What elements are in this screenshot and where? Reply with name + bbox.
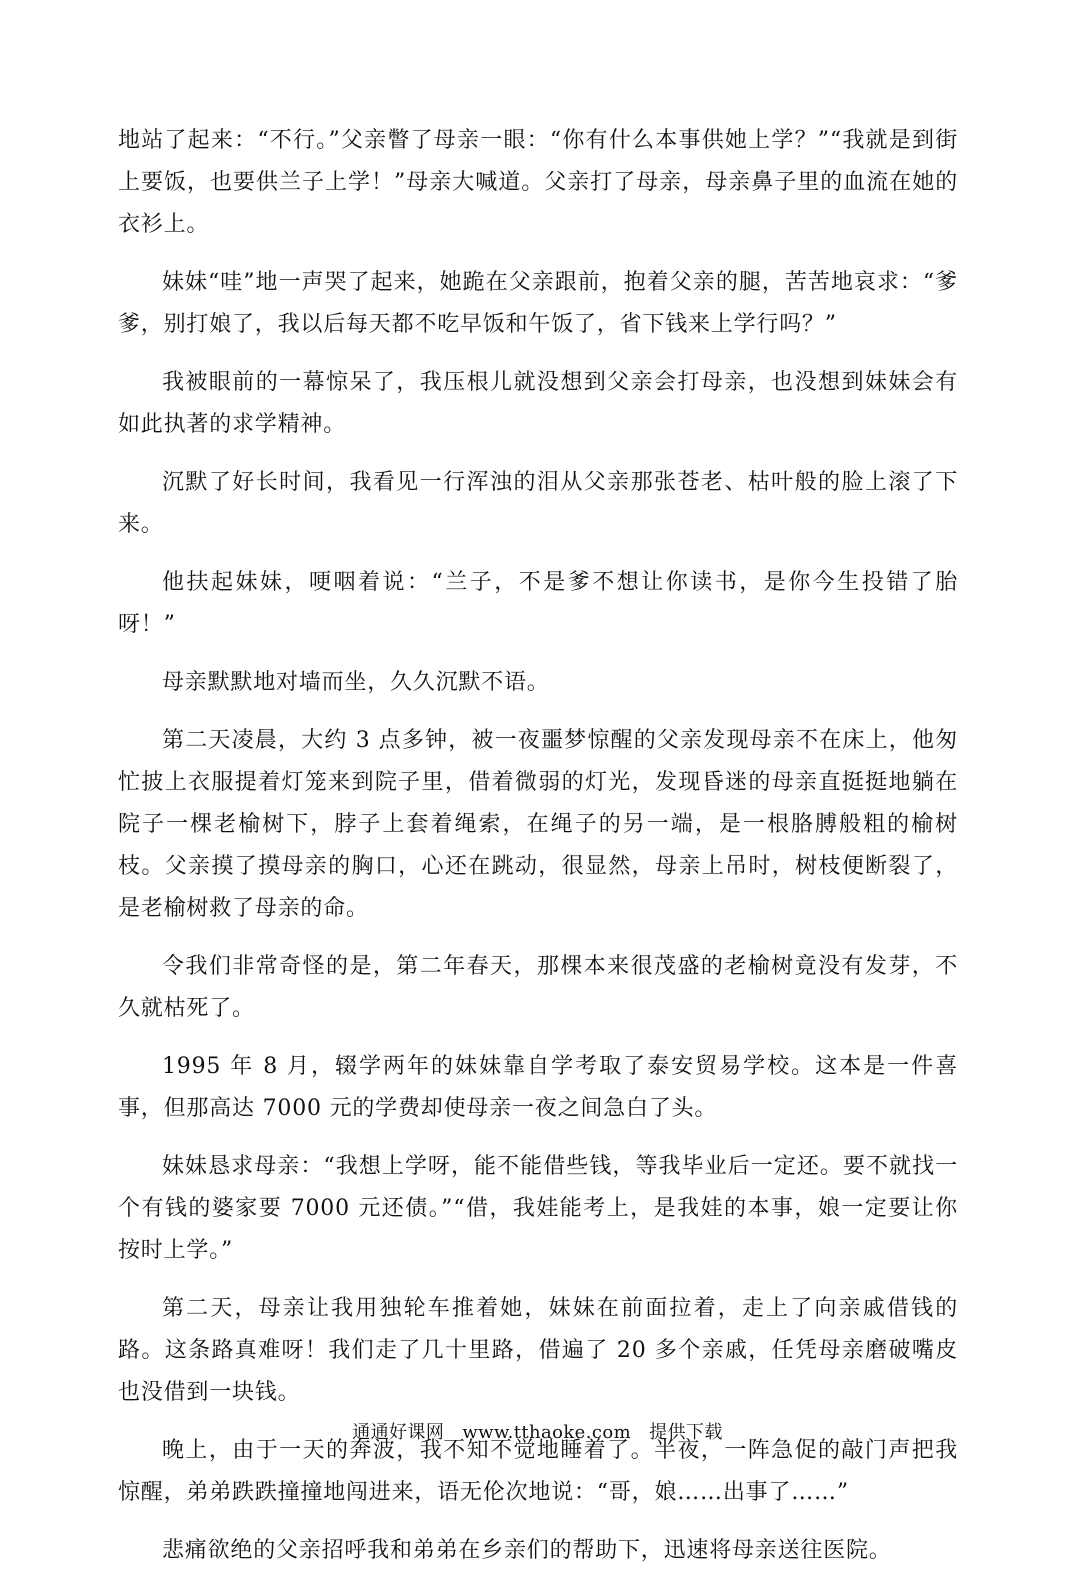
page-footer bbox=[0, 1418, 1075, 1444]
paragraph-7: 第二天凌晨，大约 3 点多钟，被一夜噩梦惊醒的父亲发现母亲不在床上，他匆忙披上衣服提着灯笼来到院子里，借着微弱的灯光，发现昏迷的母亲直挺挺地躺在院子一棵老榆树下，脖子上套着绳索，在绳子的另一端，是一根胳膊般粗的榆树枝。父亲摸了摸母亲的胸口，心还在跳动，很显然，母亲上吊时，树枝便断裂了，是老榆树救了母亲的命。 bbox=[118, 728, 958, 921]
footer-suffix: 提供下载 bbox=[649, 1422, 723, 1443]
paragraph-13: 悲痛欲绝的父亲招呼我和弟弟在乡亲们的帮助下，迅速将母亲送往医院。 bbox=[162, 1538, 892, 1563]
paragraph-2: 妹妹“哇”地一声哭了起来，她跪在父亲跟前，抱着父亲的腿，苦苦地哀求：“爹爹，别打娘了，我以后每天都不吃早饭和午饭了，省下钱来上学行吗？” bbox=[118, 270, 958, 337]
paragraph-3: 我被眼前的一幕惊呆了，我压根儿就没想到父亲会打母亲，也没想到妹妹会有如此执著的求学精神。 bbox=[118, 370, 958, 437]
paragraph-10: 妹妹恳求母亲：“我想上学呀，能不能借些钱，等我毕业后一定还。要不就找一个有钱的婆家要 7000 元还债。”“借，我娃能考上，是我娃的本事，娘一定要让你按时上学。” bbox=[118, 1154, 958, 1263]
paragraph-12: 晚上，由于一天的奔波，我不知不觉地睡着了。半夜，一阵急促的敲门声把我惊醒，弟弟跌跌撞撞地闯进来，语无伦次地说：“哥，娘……出事了……” bbox=[118, 1438, 958, 1505]
paragraph-1: 地站了起来：“不行。”父亲瞥了母亲一眼：“你有什么本事供她上学？”“我就是到街上要饭，也要供兰子上学！”母亲大喊道。父亲打了母亲，母亲鼻子里的血流在她的衣衫上。 bbox=[118, 128, 958, 237]
paragraph-5: 他扶起妹妹，哽咽着说：“兰子，不是爹不想让你读书，是你今生投错了胎呀！” bbox=[118, 570, 958, 637]
paragraph-6: 母亲默默地对墙而坐，久久沉默不语。 bbox=[162, 670, 550, 695]
article-body bbox=[118, 120, 958, 1572]
paragraph-8: 令我们非常奇怪的是，第二年春天，那棵本来很茂盛的老榆树竟没有发芽，不久就枯死了。 bbox=[118, 954, 958, 1021]
paragraph-4: 沉默了好长时间，我看见一行浑浊的泪从父亲那张苍老、枯叶般的脸上滚了下来。 bbox=[118, 470, 958, 537]
paragraph-9: 1995 年 8 月，辍学两年的妹妹靠自学考取了泰安贸易学校。这本是一件喜事，但那高达 7000 元的学费却使母亲一夜之间急白了头。 bbox=[118, 1054, 958, 1121]
footer-url-link[interactable]: www.tthaoke.com bbox=[462, 1422, 632, 1443]
paragraph-11: 第二天，母亲让我用独轮车推着她，妹妹在前面拉着，走上了向亲戚借钱的路。这条路真难呀！我们走了几十里路，借遍了 20 多个亲戚，任凭母亲磨破嘴皮也没借到一块钱。 bbox=[118, 1296, 958, 1405]
footer-site-name: 通通好课网 bbox=[352, 1422, 445, 1443]
